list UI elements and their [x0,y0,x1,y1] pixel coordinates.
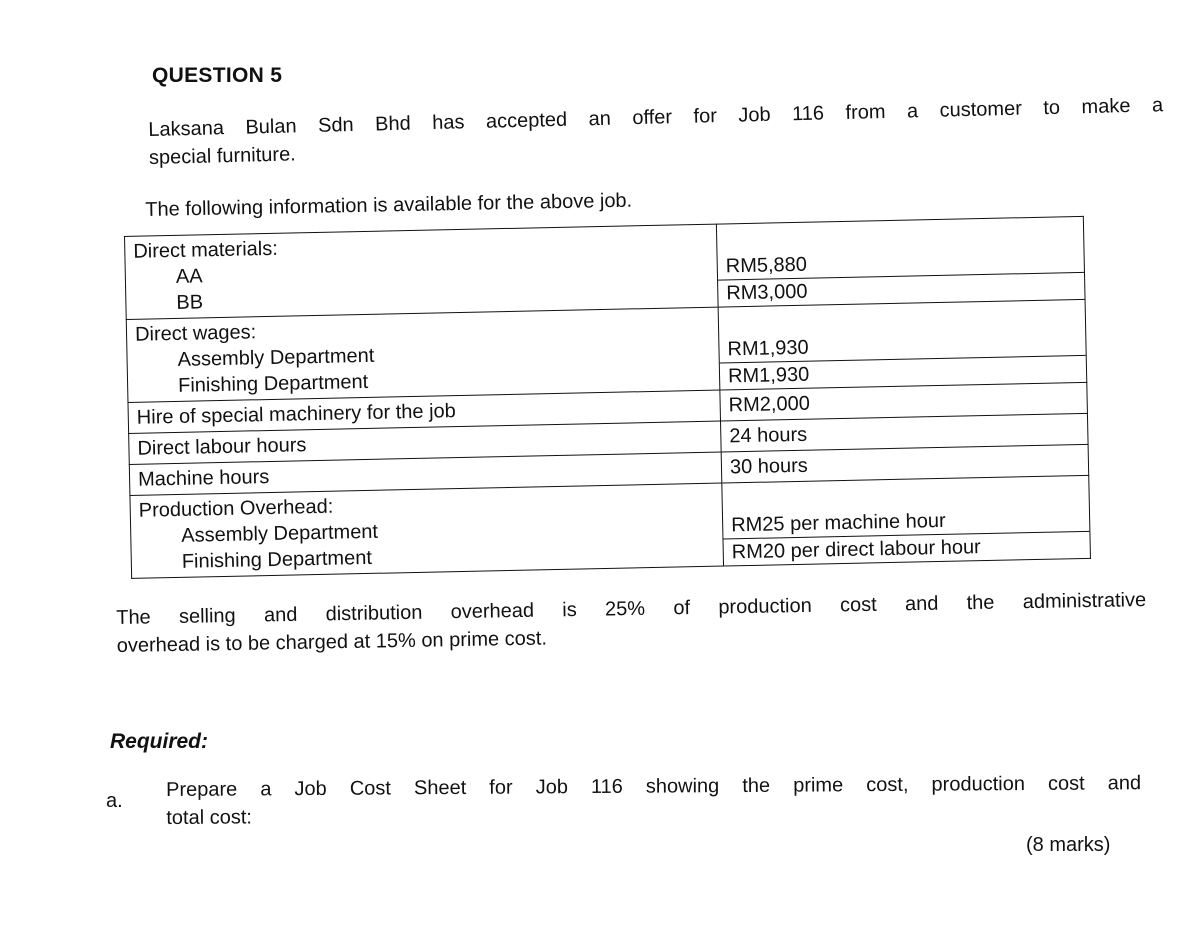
direct-wages-value-cell [718,299,1087,390]
machine-hours-label: Machine hours [129,452,722,495]
hire-machinery-label: Hire of special machinery for the job [128,390,721,433]
production-overhead-value-cell [722,475,1091,566]
part-a-line-2: total cost: [166,806,252,829]
overhead-finishing-value: RM20 per direct labour hour [723,531,1089,566]
overhead-line-2: overhead is to be charged at 15% on prime cost. [116,627,548,657]
overhead-line-1: The selling and distribution overhead is 25% of production cost and the administrative [116,589,1147,629]
part-a-marks: (8 marks) [1026,834,1111,856]
material-bb-name: BB [176,291,204,314]
required-heading: Required: [110,730,209,753]
part-a-text [166,769,1141,832]
wages-finishing-name: Finishing Department [177,370,369,397]
overhead-paragraph [116,586,1147,660]
intro-line-2: special furniture. [148,143,297,169]
direct-wages-label-cell [126,307,720,402]
part-a-line-1: Prepare a Job Cost Sheet for Job 116 showing the prime cost, production cost and [166,772,1142,801]
material-bb-value: RM3,000 [718,272,1084,307]
production-overhead-label-cell [130,483,724,578]
intro-line-1: Laksana Bulan Sdn Bhd has accepted an offer for Job 116 from a customer to make a [148,94,1164,141]
available-info-text: The following information is available for the above job. [145,189,633,221]
direct-wages-label: Direct wages: [134,321,257,346]
overhead-assembly-value: RM25 per machine hour [730,509,946,537]
question-intro [148,91,1164,172]
material-aa-name: AA [175,265,203,288]
wages-assembly-value: RM1,930 [727,336,809,361]
wages-assembly-name: Assembly Department [177,344,375,371]
direct-materials-label-cell [125,224,719,319]
overhead-finishing-name: Finishing Department [181,546,373,573]
direct-materials-label: Direct materials: [133,237,279,263]
machine-hours-value: 30 hours [721,444,1089,483]
direct-labour-hours-label: Direct labour hours [129,421,722,464]
production-overhead-label: Production Overhead: [138,495,334,522]
direct-labour-hours-value: 24 hours [721,413,1089,452]
job-information-table [124,216,1091,579]
hire-machinery-value: RM2,000 [720,382,1088,421]
question-heading: QUESTION 5 [152,64,283,87]
overhead-assembly-name: Assembly Department [181,520,379,547]
wages-finishing-value: RM1,930 [720,355,1086,390]
material-aa-value: RM5,880 [725,253,808,278]
part-a-letter: a. [106,790,123,812]
direct-materials-value-cell [716,216,1085,307]
